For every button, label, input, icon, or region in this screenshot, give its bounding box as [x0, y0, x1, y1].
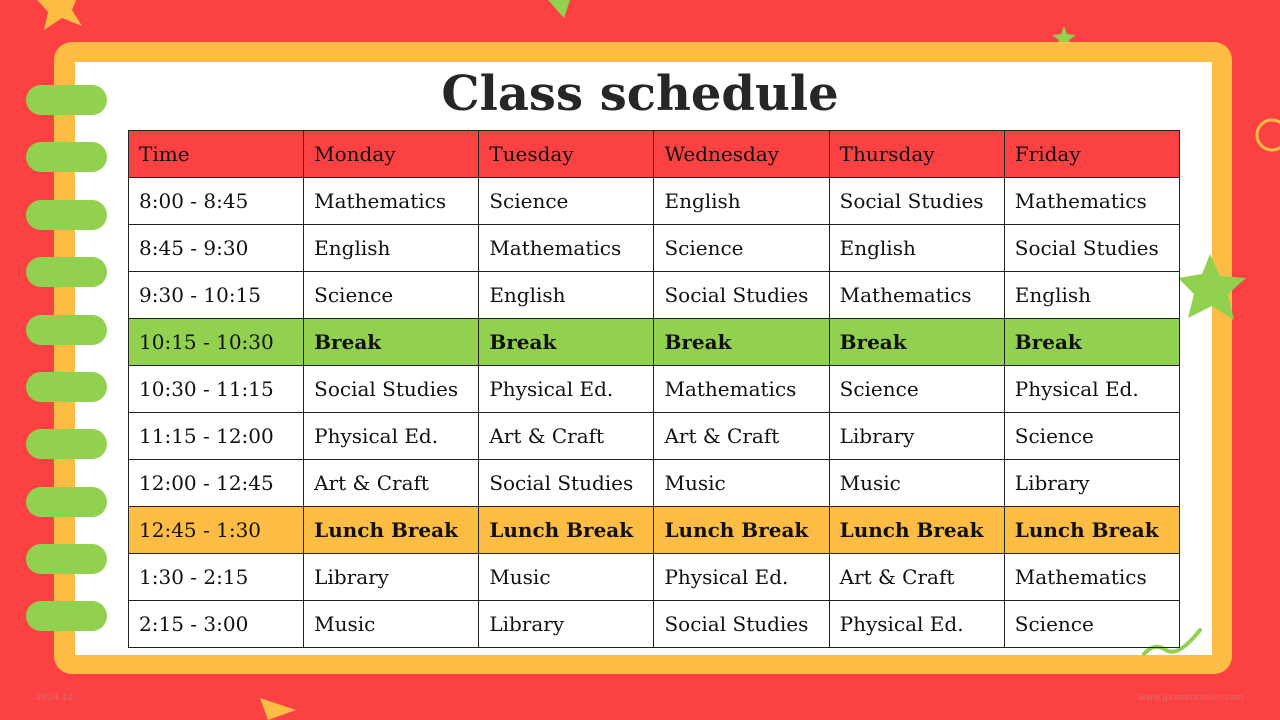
subject-cell: English	[829, 225, 1004, 272]
subject-cell: Mathematics	[1004, 178, 1179, 225]
table-row	[129, 272, 1180, 319]
subject-cell: Mathematics	[654, 366, 829, 413]
column-header: Thursday	[829, 131, 1004, 178]
time-cell: 11:15 - 12:00	[129, 413, 304, 460]
time-cell: 8:00 - 8:45	[129, 178, 304, 225]
subject-cell: Lunch Break	[479, 507, 654, 554]
binder-ring	[26, 601, 107, 631]
subject-cell: Lunch Break	[829, 507, 1004, 554]
subject-cell: Science	[304, 272, 479, 319]
subject-cell: Art & Craft	[829, 554, 1004, 601]
binder-ring	[26, 487, 107, 517]
column-header: Friday	[1004, 131, 1179, 178]
time-cell: 2:15 - 3:00	[129, 601, 304, 648]
table-header-row	[129, 131, 1180, 178]
subject-cell: Social Studies	[479, 460, 654, 507]
subject-cell: English	[304, 225, 479, 272]
subject-cell: Social Studies	[829, 178, 1004, 225]
subject-cell: English	[479, 272, 654, 319]
subject-cell: Lunch Break	[654, 507, 829, 554]
subject-cell: Break	[304, 319, 479, 366]
schedule-table	[128, 130, 1180, 648]
time-cell: 10:30 - 11:15	[129, 366, 304, 413]
subject-cell: Physical Ed.	[479, 366, 654, 413]
column-header: Time	[129, 131, 304, 178]
column-header: Monday	[304, 131, 479, 178]
footer-left-text: 2024.10	[36, 693, 74, 703]
subject-cell: English	[654, 178, 829, 225]
subject-cell: Science	[479, 178, 654, 225]
time-cell: 10:15 - 10:30	[129, 319, 304, 366]
subject-cell: Science	[1004, 413, 1179, 460]
time-cell: 9:30 - 10:15	[129, 272, 304, 319]
subject-cell: Library	[1004, 460, 1179, 507]
binder-ring	[26, 142, 107, 172]
subject-cell: Social Studies	[1004, 225, 1179, 272]
page-title: Class schedule	[441, 66, 839, 122]
subject-cell: Library	[304, 554, 479, 601]
subject-cell: Physical Ed.	[1004, 366, 1179, 413]
triangle-decoration-bottom	[256, 696, 300, 720]
binder-ring	[26, 257, 107, 287]
subject-cell: Break	[479, 319, 654, 366]
subject-cell: Music	[479, 554, 654, 601]
star-decoration-right	[1176, 250, 1250, 326]
subject-cell: Break	[654, 319, 829, 366]
table-row	[129, 601, 1180, 648]
table-row	[129, 178, 1180, 225]
subject-cell: Physical Ed.	[654, 554, 829, 601]
binder-ring	[26, 372, 107, 402]
subject-cell: Mathematics	[304, 178, 479, 225]
subject-cell: Break	[1004, 319, 1179, 366]
subject-cell: Lunch Break	[304, 507, 479, 554]
subject-cell: Mathematics	[829, 272, 1004, 319]
subject-cell: Mathematics	[479, 225, 654, 272]
time-cell: 12:45 - 1:30	[129, 507, 304, 554]
table-row	[129, 413, 1180, 460]
table-row	[129, 319, 1180, 366]
subject-cell: Social Studies	[654, 272, 829, 319]
subject-cell: Library	[479, 601, 654, 648]
table-row	[129, 225, 1180, 272]
subject-cell: Art & Craft	[304, 460, 479, 507]
subject-cell: Art & Craft	[479, 413, 654, 460]
subject-cell: Physical Ed.	[829, 601, 1004, 648]
footer-right-text: www.jpresentation.com	[1138, 693, 1244, 703]
star-decoration-top-left	[22, 0, 86, 36]
time-cell: 1:30 - 2:15	[129, 554, 304, 601]
table-row	[129, 507, 1180, 554]
subject-cell: Mathematics	[1004, 554, 1179, 601]
subject-cell: Social Studies	[654, 601, 829, 648]
time-cell: 12:00 - 12:45	[129, 460, 304, 507]
subject-cell: English	[1004, 272, 1179, 319]
column-header: Wednesday	[654, 131, 829, 178]
table-row	[129, 366, 1180, 413]
binder-ring	[26, 429, 107, 459]
binder-ring	[26, 544, 107, 574]
triangle-decoration-top	[548, 0, 572, 20]
subject-cell: Music	[654, 460, 829, 507]
subject-cell: Music	[829, 460, 1004, 507]
subject-cell: Science	[654, 225, 829, 272]
subject-cell: Science	[829, 366, 1004, 413]
binder-ring	[26, 315, 107, 345]
column-header: Tuesday	[479, 131, 654, 178]
subject-cell: Break	[829, 319, 1004, 366]
subject-cell: Lunch Break	[1004, 507, 1179, 554]
table-row	[129, 460, 1180, 507]
table-row	[129, 554, 1180, 601]
subject-cell: Social Studies	[304, 366, 479, 413]
binder-ring	[26, 200, 107, 230]
subject-cell: Library	[829, 413, 1004, 460]
subject-cell: Science	[1004, 601, 1179, 648]
subject-cell: Music	[304, 601, 479, 648]
subject-cell: Physical Ed.	[304, 413, 479, 460]
subject-cell: Art & Craft	[654, 413, 829, 460]
time-cell: 8:45 - 9:30	[129, 225, 304, 272]
